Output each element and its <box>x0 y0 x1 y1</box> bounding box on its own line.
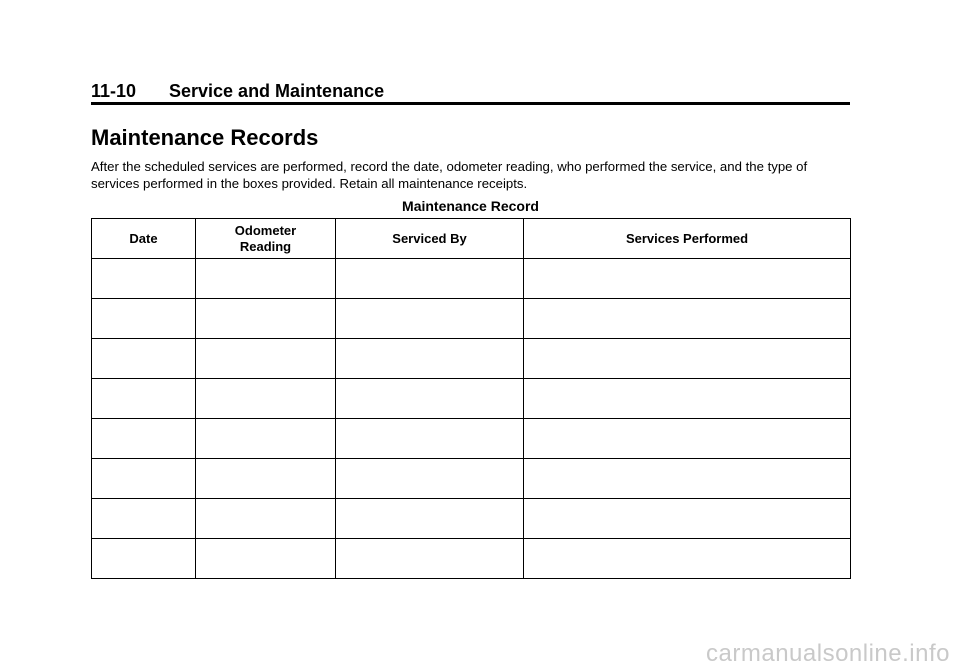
section-title-header: Service and Maintenance <box>169 81 385 101</box>
table-cell[interactable] <box>196 499 336 539</box>
table-row <box>92 459 851 499</box>
table-cell[interactable] <box>524 419 851 459</box>
column-header-odometer-text: Odometer Reading <box>234 222 297 254</box>
table-row <box>92 259 851 299</box>
table-cell[interactable] <box>336 419 524 459</box>
table-cell[interactable] <box>336 539 524 579</box>
table-cell[interactable] <box>336 379 524 419</box>
table-cell[interactable] <box>92 539 196 579</box>
table-cell[interactable] <box>196 299 336 339</box>
table-cell[interactable] <box>196 339 336 379</box>
table-cell[interactable] <box>336 499 524 539</box>
watermark: carmanualsonline.info <box>706 640 950 667</box>
table-cell[interactable] <box>92 339 196 379</box>
table-caption: Maintenance Record <box>402 198 539 214</box>
table-cell[interactable] <box>196 539 336 579</box>
table-cell[interactable] <box>196 419 336 459</box>
column-header-odometer <box>196 219 336 259</box>
column-header-date: Date <box>92 219 196 259</box>
table-header-row <box>92 219 851 259</box>
table-row <box>92 499 851 539</box>
table-cell[interactable] <box>92 379 196 419</box>
table-cell[interactable] <box>196 379 336 419</box>
column-header-services-performed: Services Performed <box>524 219 851 259</box>
table-cell[interactable] <box>196 259 336 299</box>
page-number: 11-10 <box>91 81 137 101</box>
table-cell[interactable] <box>524 299 851 339</box>
header-rule <box>91 102 850 105</box>
table-row <box>92 419 851 459</box>
maintenance-record-table <box>91 218 851 579</box>
table-cell[interactable] <box>92 299 196 339</box>
table-row <box>92 379 851 419</box>
page-title: Maintenance Records <box>91 125 319 150</box>
table-cell[interactable] <box>92 419 196 459</box>
table-cell[interactable] <box>92 259 196 299</box>
table-cell[interactable] <box>336 259 524 299</box>
intro-paragraph: After the scheduled services are performed, record the date, odometer reading, who performed the service, and the type of services performed in the boxes provided. Retain all maintenance receipts. <box>91 159 808 191</box>
table-cell[interactable] <box>196 459 336 499</box>
table-cell[interactable] <box>336 459 524 499</box>
table-cell[interactable] <box>336 339 524 379</box>
table-row <box>92 539 851 579</box>
table-cell[interactable] <box>524 339 851 379</box>
column-header-serviced-by: Serviced By <box>336 219 524 259</box>
table-cell[interactable] <box>524 499 851 539</box>
table-cell[interactable] <box>336 299 524 339</box>
table-row <box>92 339 851 379</box>
table-cell[interactable] <box>524 259 851 299</box>
table-cell[interactable] <box>524 539 851 579</box>
table-cell[interactable] <box>92 459 196 499</box>
table-row <box>92 299 851 339</box>
table-cell[interactable] <box>524 379 851 419</box>
table-cell[interactable] <box>92 499 196 539</box>
table-cell[interactable] <box>524 459 851 499</box>
